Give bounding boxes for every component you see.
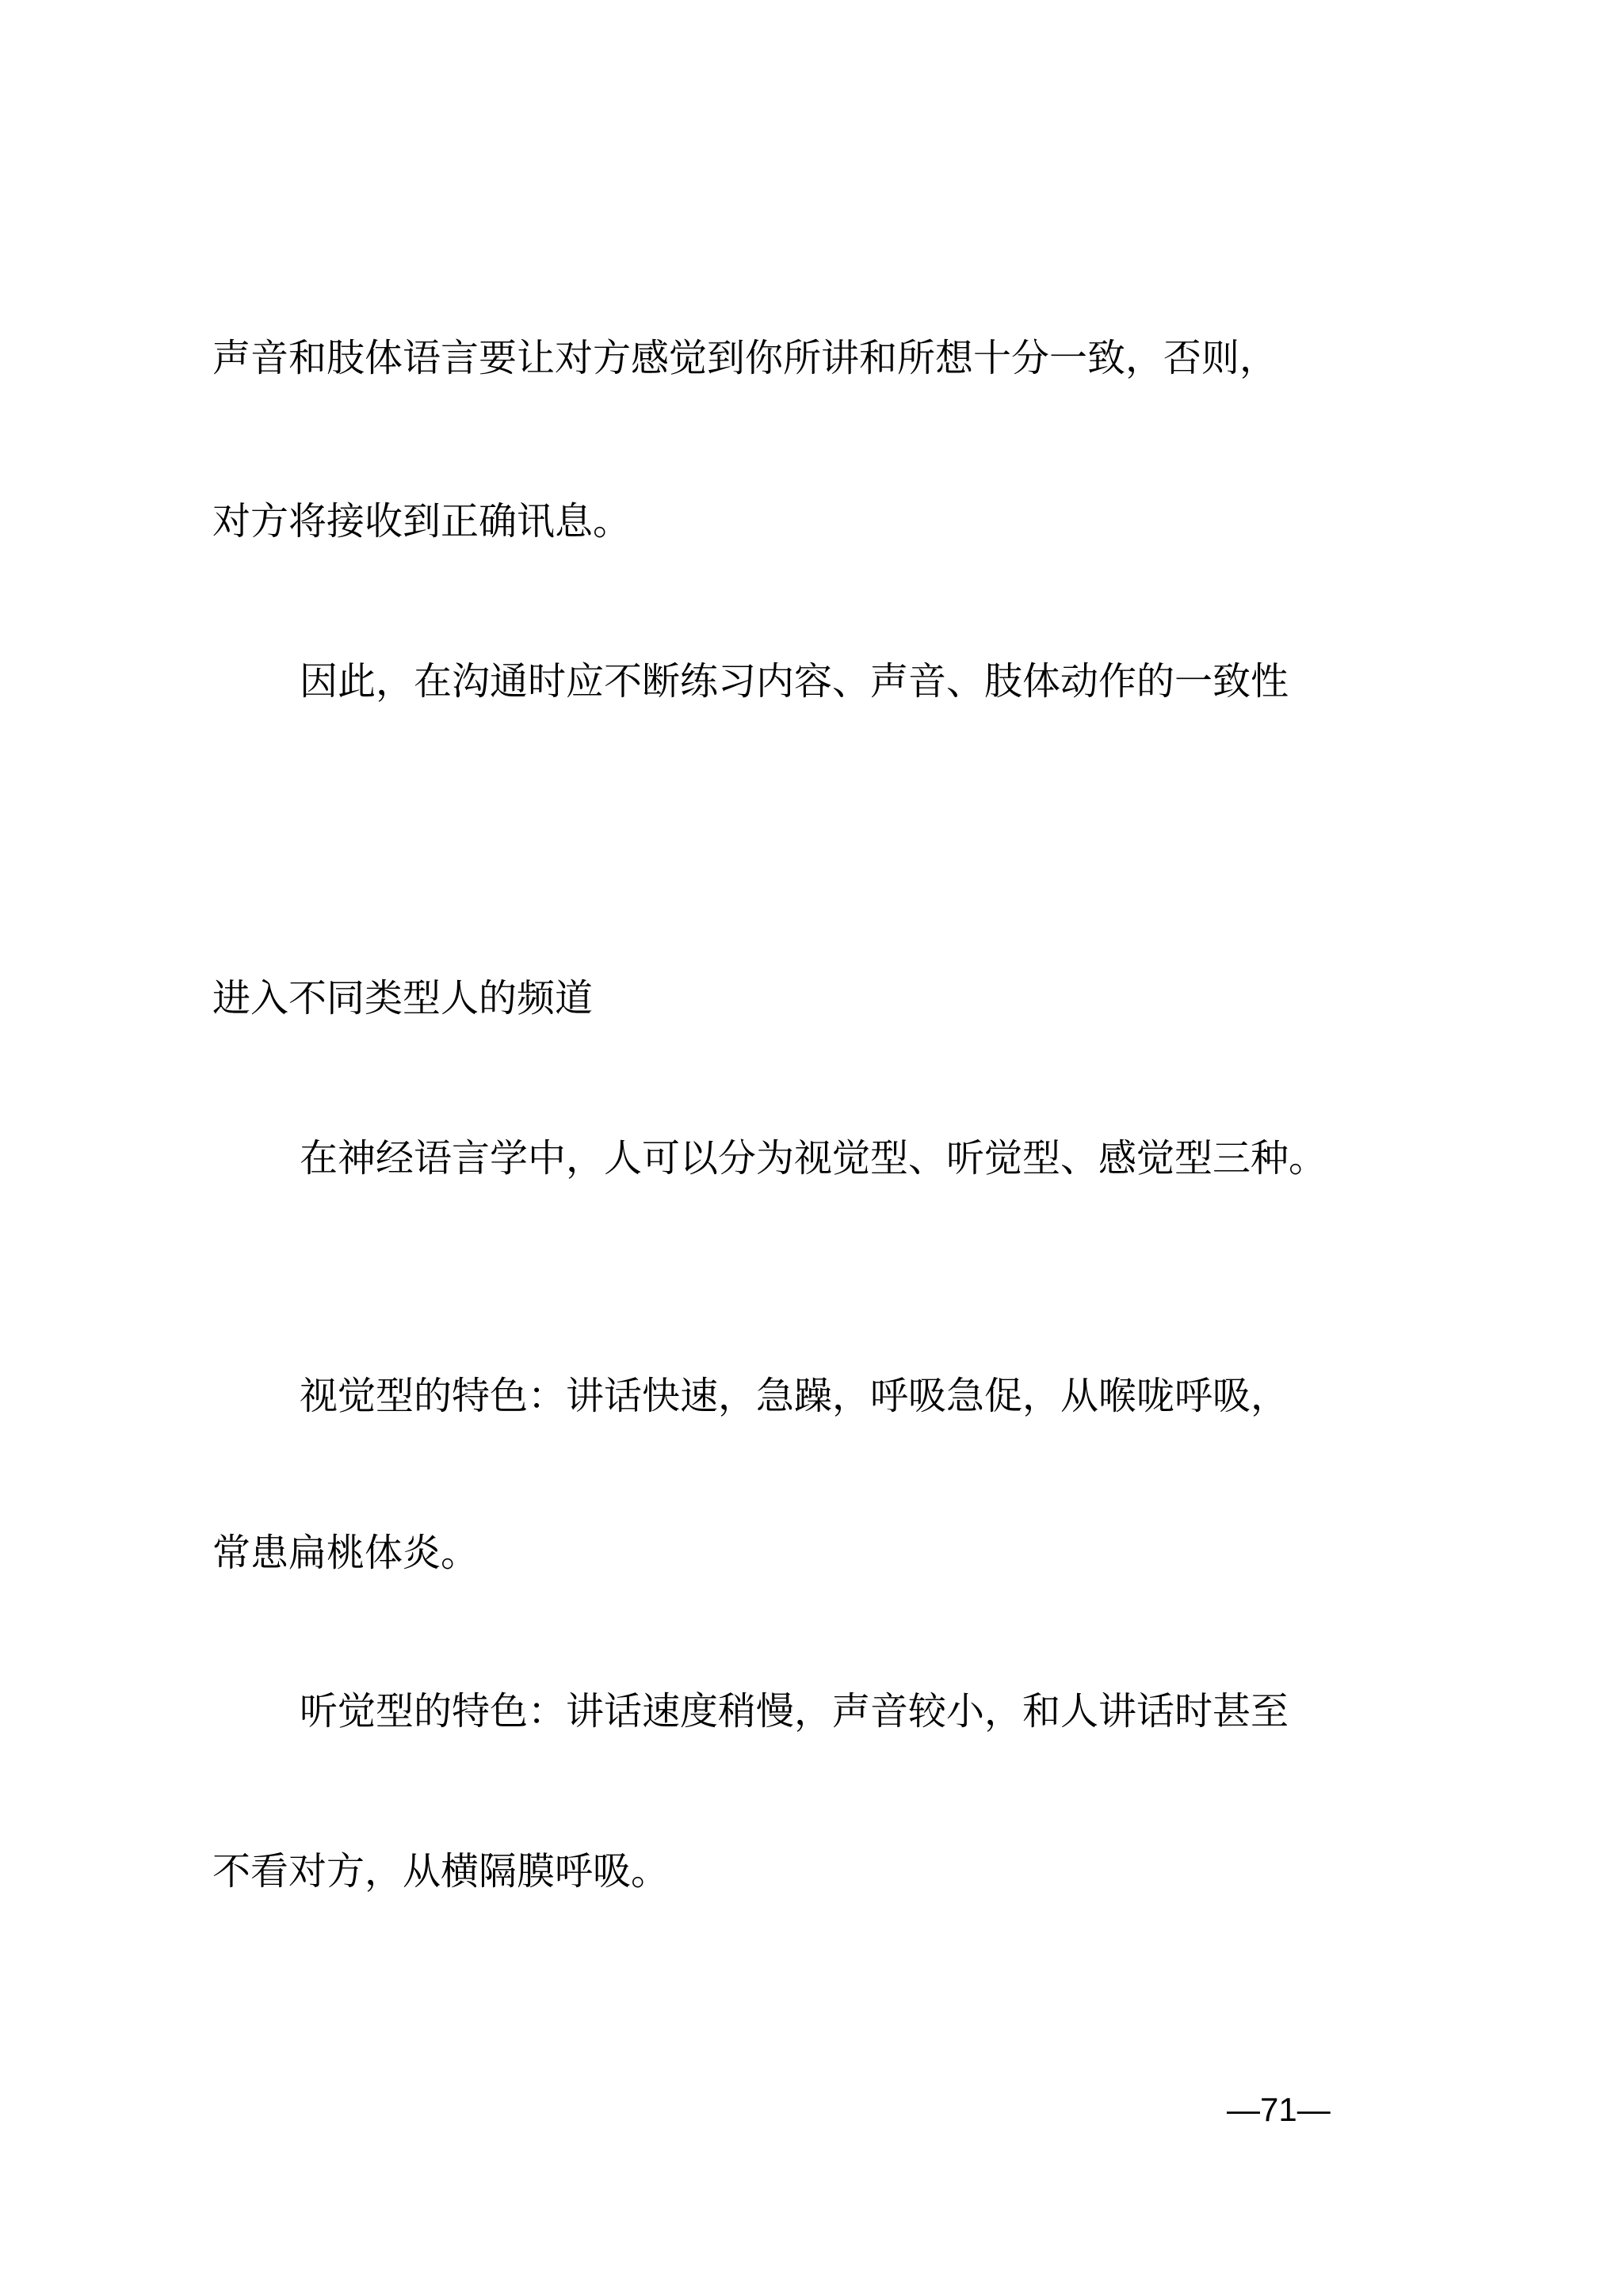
paragraph-5-line-2: 不看对方，从横隔膜呼吸。 <box>212 1849 670 1894</box>
paragraph-5-line-1: 听觉型的特色：讲话速度稍慢，声音较小，和人讲话时甚至 <box>300 1689 1289 1733</box>
paragraph-4-line-1: 视觉型的特色：讲话快速，急躁，呼吸急促，从喉咙呼吸， <box>300 1374 1289 1418</box>
paragraph-2-line-1: 因此，在沟通时应不断练习内容、声音、肢体动作的一致性 <box>300 659 1289 704</box>
page-number: —71— <box>1227 2091 1331 2128</box>
paragraph-1-line-2: 对方将接收到正确讯息。 <box>212 499 632 543</box>
paragraph-4-line-2: 常患扁桃体炎。 <box>212 1531 479 1575</box>
paragraph-3-line-1: 在神经语言学中，人可以分为视觉型、听觉型、感觉型三种。 <box>300 1136 1327 1180</box>
paragraph-1-line-1: 声音和肢体语言要让对方感觉到你所讲和所想十分一致，否则， <box>212 336 1278 380</box>
section-heading: 进入不同类型人的频道 <box>212 976 594 1020</box>
